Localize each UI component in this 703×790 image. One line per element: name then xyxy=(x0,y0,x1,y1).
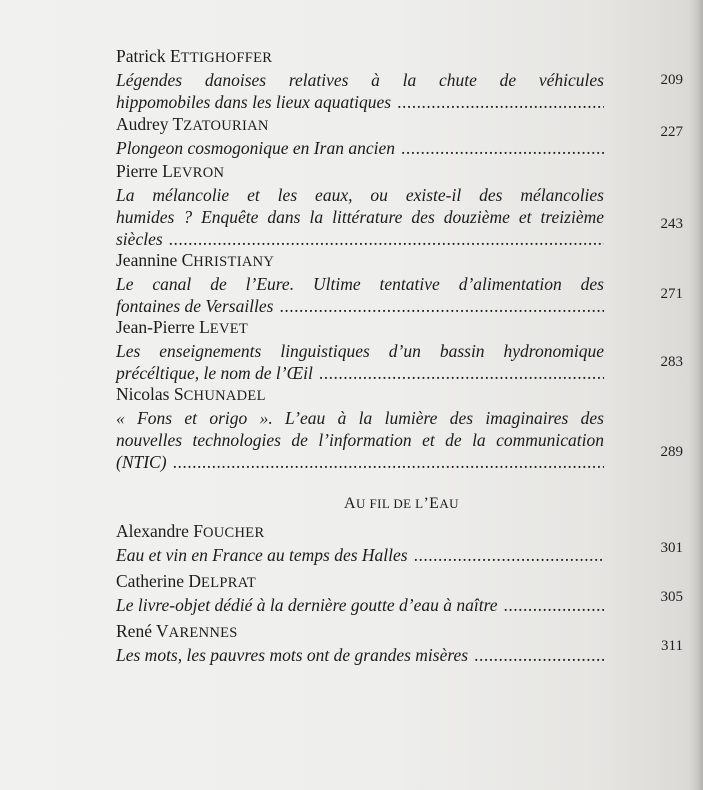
page-number: 305 xyxy=(660,589,683,605)
author-name: Jean-Pierre LEVET xyxy=(116,317,249,337)
toc-entry xyxy=(116,316,616,384)
toc-entry xyxy=(116,249,616,317)
toc-entry xyxy=(116,620,616,666)
page-number: 243 xyxy=(660,216,683,232)
toc-entry xyxy=(116,113,616,159)
author-name: Nicolas SCHUNADEL xyxy=(116,384,266,404)
toc-entry xyxy=(116,520,616,566)
author-name: Patrick ETTIGHOFFER xyxy=(116,46,273,66)
author-name: Alexandre FOUCHER xyxy=(116,521,265,541)
entry-title: « Fons et origo ». L’eau à la lumière des imaginaires des nouvelles technologies de l’information et de la communication (NTIC) ..... xyxy=(116,407,616,473)
entry-title: Les enseignements linguistiques d’un bassin hydronomique précéltique, le nom de l’Œil ..... xyxy=(116,340,616,384)
author-name: Pierre LEVRON xyxy=(116,161,225,181)
toc-entry xyxy=(116,383,616,473)
entry-title: La mélancolie et les eaux, ou existe-il des mélancolies humides ? Enquête dans la littérature des douzième et treizième siècles ..... xyxy=(116,184,616,250)
entry-title: Plongeon cosmogonique en Iran ancien ..... xyxy=(116,137,616,159)
toc-entry xyxy=(116,45,616,113)
entry-title: Le canal de l’Eure. Ultime tentative d’alimentation des fontaines de Versailles ..... xyxy=(116,273,616,317)
page-number: 311 xyxy=(661,638,683,654)
entry-title: Eau et vin en France au temps des Halles ..... xyxy=(116,544,616,566)
entry-title: Les mots, les pauvres mots ont de grandes misères ..... xyxy=(116,644,616,666)
toc-entry xyxy=(116,570,616,616)
author-name: Jeannine CHRISTIANY xyxy=(116,250,275,270)
page-number: 289 xyxy=(660,444,683,460)
page-edge-shadow xyxy=(689,0,703,790)
toc-entry xyxy=(116,160,616,250)
page-number: 209 xyxy=(660,72,683,88)
author-name: Audrey TZATOURIAN xyxy=(116,114,269,134)
section-heading: AU FIL DE L’EAU xyxy=(344,495,459,512)
page-number: 227 xyxy=(660,124,683,140)
page-number: 271 xyxy=(660,286,683,302)
entry-title: Légendes danoises relatives à la chute de véhicules hippomobiles dans les lieux aquatiques ..... xyxy=(116,69,616,113)
entry-title: Le livre-objet dédié à la dernière goutte d’eau à naître ..... xyxy=(116,594,616,616)
page-number: 301 xyxy=(660,540,683,556)
page-number: 283 xyxy=(660,354,683,370)
author-name: René VARENNES xyxy=(116,621,238,641)
author-name: Catherine DELPRAT xyxy=(116,571,257,591)
